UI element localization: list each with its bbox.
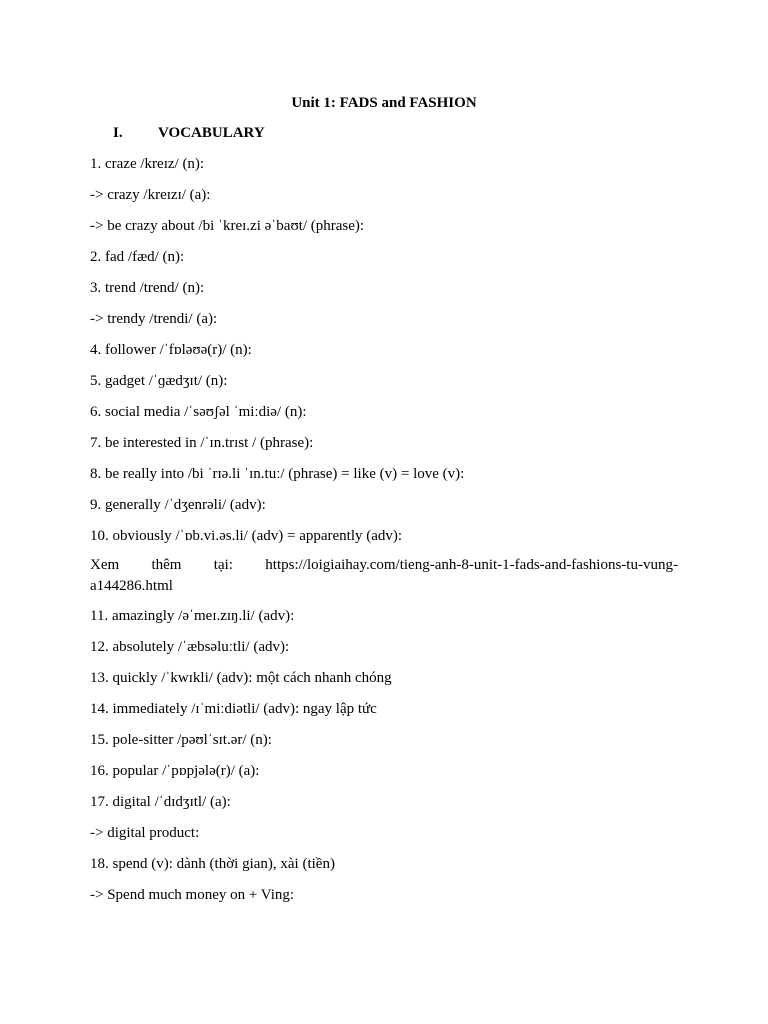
source-word: thêm — [151, 557, 182, 573]
source-link[interactable]: https://loigiaihay.com/tieng-anh-8-unit-1-fads-and-fashions-tu-vung- — [265, 557, 678, 573]
document-page — [90, 94, 678, 917]
section-number: I. — [113, 125, 123, 141]
source-word: Xem — [90, 557, 120, 573]
vocab-line: 5. gadget /ˈɡædʒɪt/ (n): — [90, 373, 228, 389]
vocab-line: 4. follower /ˈfɒləʊə(r)/ (n): — [90, 342, 252, 358]
vocab-line: 3. trend /trend/ (n): — [90, 280, 205, 296]
section-heading — [90, 124, 678, 142]
vocab-line: -> trendy /trendi/ (a): — [90, 311, 218, 327]
vocab-line: 7. be interested in /ˈɪn.trɪst / (phrase): — [90, 435, 314, 451]
vocab-line: 16. popular /ˈpɒpjələ(r)/ (a): — [90, 763, 260, 779]
section-label: VOCABULARY — [158, 125, 265, 141]
vocab-line: 17. digital /ˈdɪdʒɪtl/ (a): — [90, 794, 231, 810]
vocab-line: 12. absolutely /ˈæbsəluːtli/ (adv): — [90, 639, 290, 655]
vocab-line: 18. spend (v): dành (thời gian), xài (tiền) — [90, 856, 335, 872]
vocab-line: -> crazy /kreɪzɪ/ (a): — [90, 187, 211, 203]
source-link-continued[interactable]: a144286.html — [90, 578, 173, 594]
vocab-line: 9. generally /ˈdʒenrəli/ (adv): — [90, 497, 266, 513]
vocab-line: 8. be really into /bi ˈrɪə.li ˈɪn.tuː/ (phrase) = like (v) = love (v): — [90, 466, 465, 482]
vocab-line: -> be crazy about /bi ˈkreɪ.zi əˈbaʊt/ (phrase): — [90, 218, 365, 234]
vocab-line: 6. social media /ˈsəʊʃəl ˈmiːdiə/ (n): — [90, 404, 307, 420]
vocab-line: 13. quickly /ˈkwɪkli/ (adv): một cách nhanh chóng — [90, 670, 392, 686]
source-note-line — [90, 555, 678, 576]
vocab-line: 15. pole-sitter /pəʊlˈsɪt.ər/ (n): — [90, 732, 272, 748]
source-note — [90, 555, 678, 597]
vocab-line: 11. amazingly /əˈmeɪ.zɪŋ.li/ (adv): — [90, 608, 295, 624]
vocab-line: 10. obviously /ˈɒb.vi.əs.li/ (adv) = apparently (adv): — [90, 528, 403, 544]
source-word: tại: — [213, 557, 233, 573]
vocab-line: 1. craze /kreɪz/ (n): — [90, 156, 205, 172]
vocab-line: -> Spend much money on + Ving: — [90, 887, 295, 903]
page-title: Unit 1: FADS and FASHION — [291, 95, 477, 111]
vocab-line: -> digital product: — [90, 825, 200, 841]
vocab-line: 14. immediately /ɪˈmiːdiətli/ (adv): ngay lập tức — [90, 701, 377, 717]
vocab-line: 2. fad /fæd/ (n): — [90, 249, 185, 265]
